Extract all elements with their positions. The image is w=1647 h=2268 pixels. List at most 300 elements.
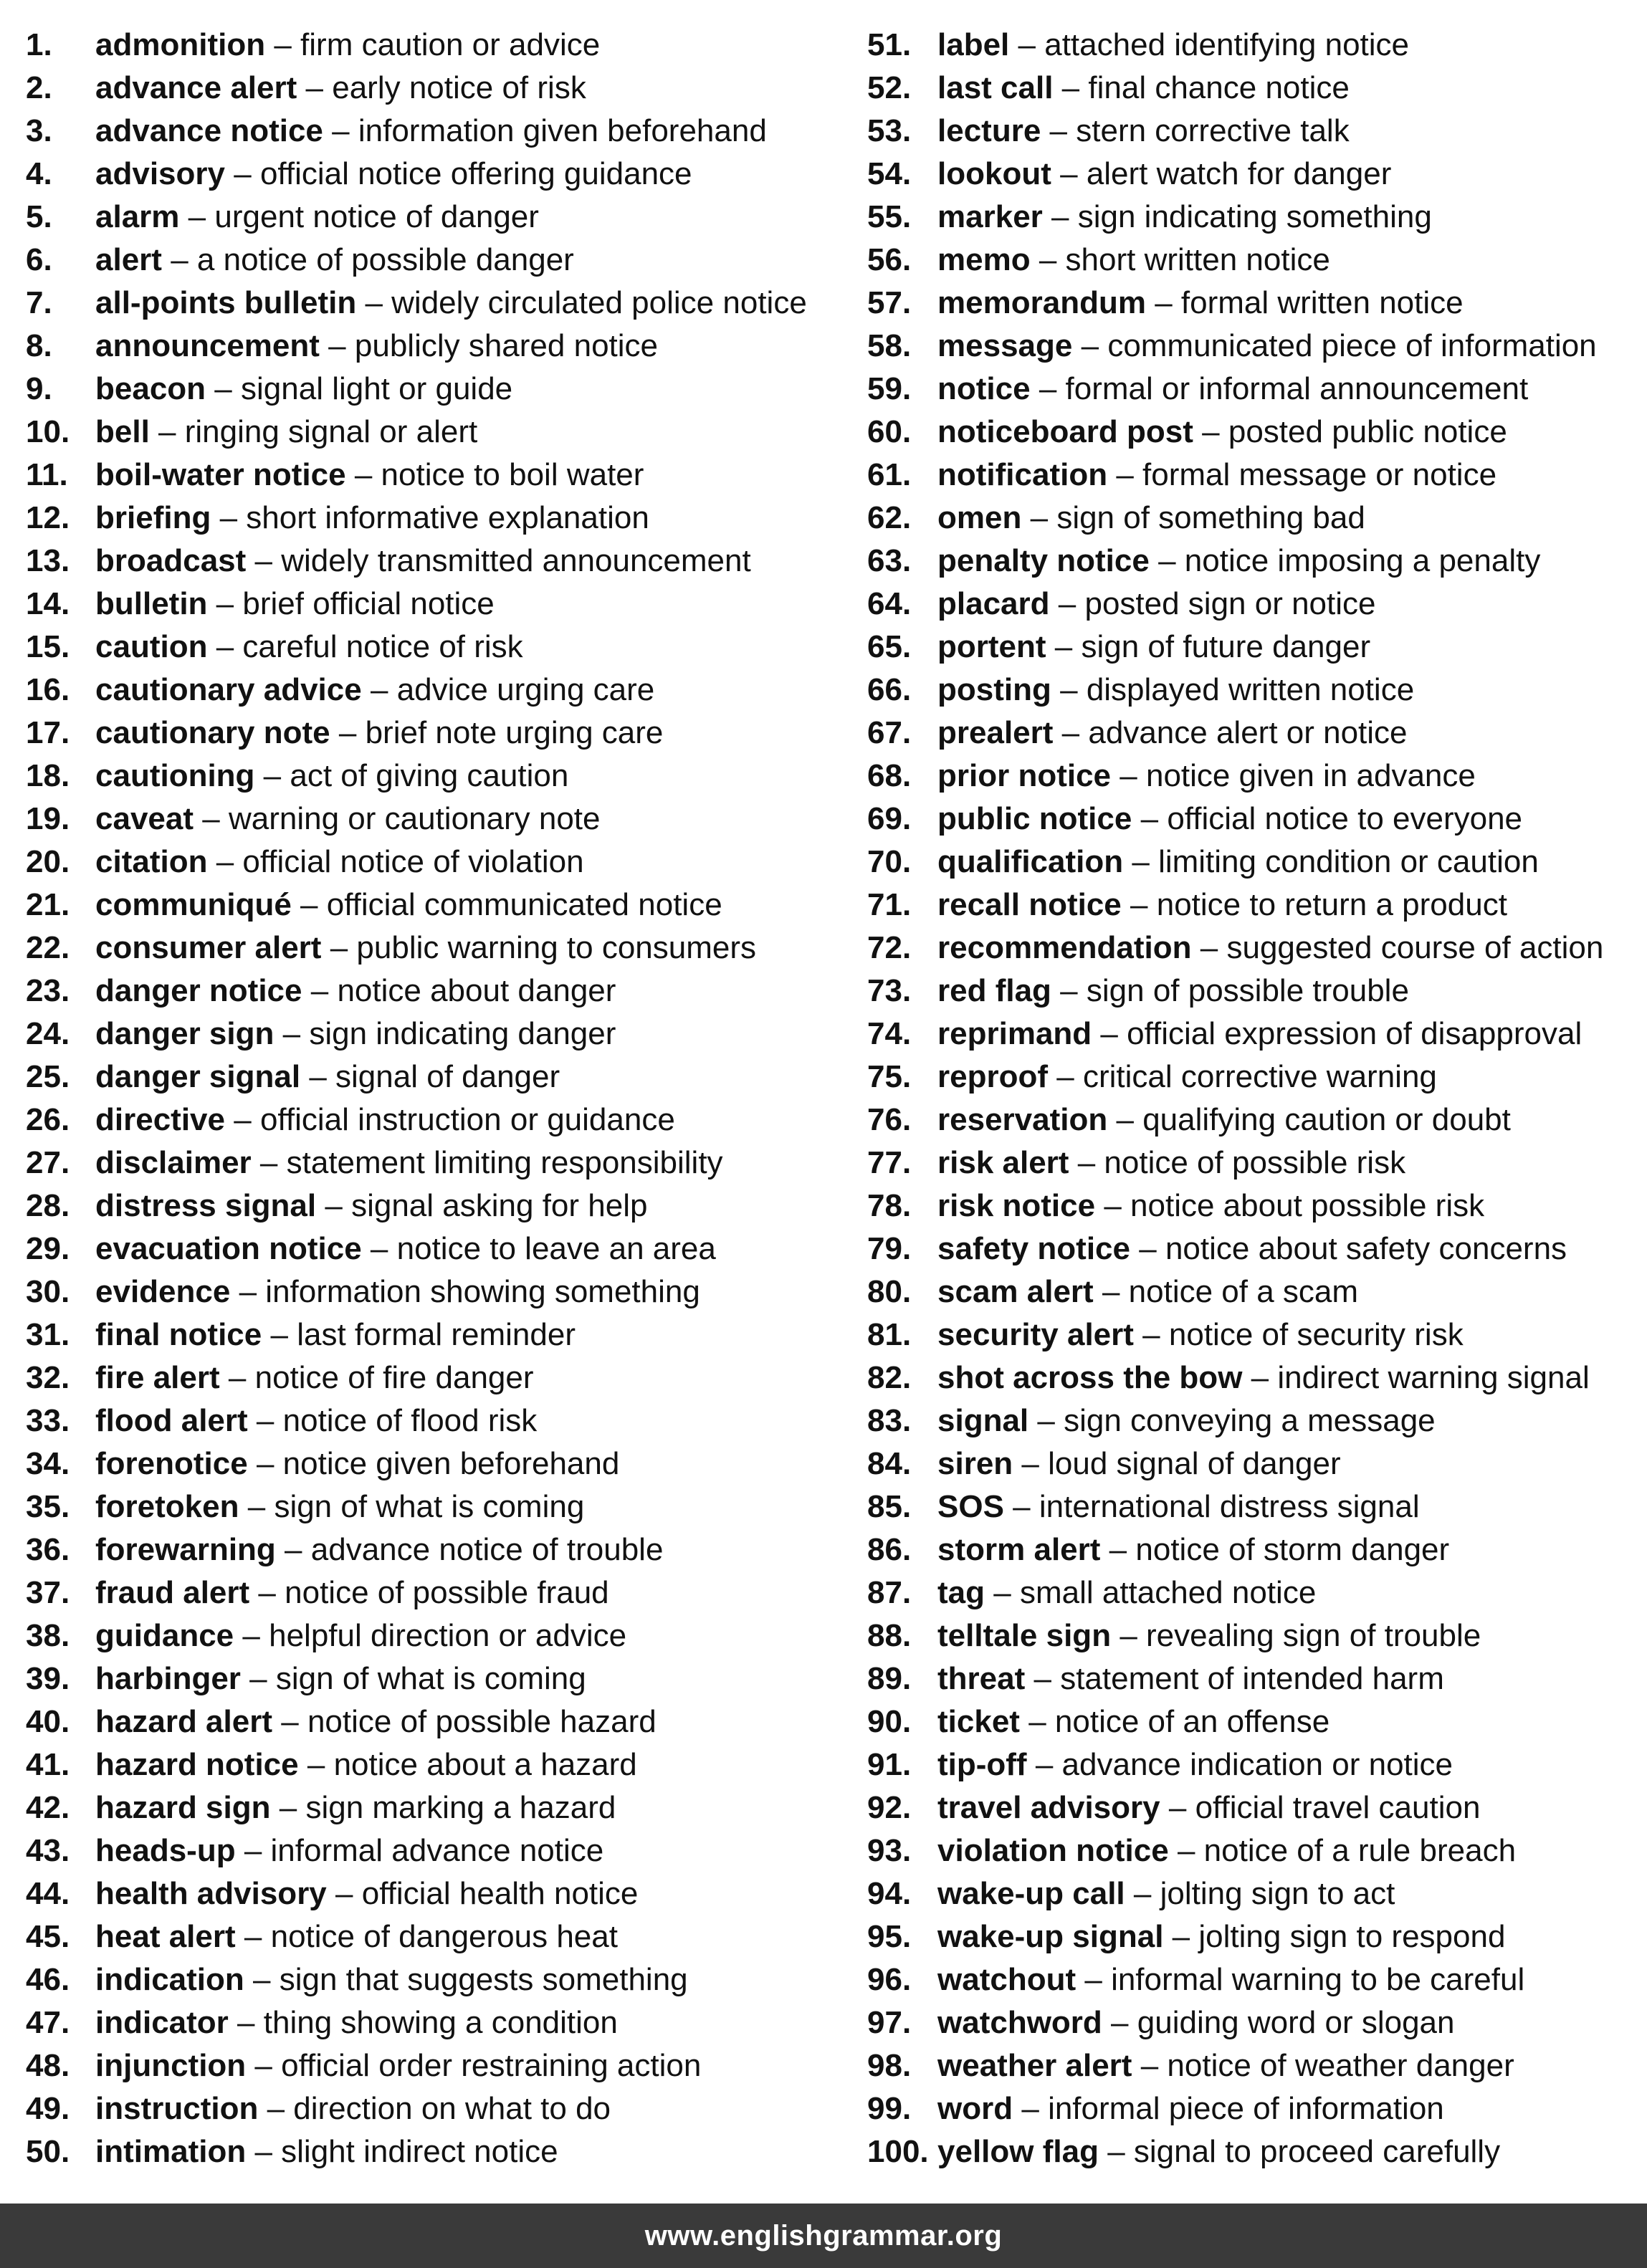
entry-definition: notice of weather danger [1167, 2048, 1514, 2083]
entry-definition: notice about danger [337, 973, 616, 1008]
entry-word: travel advisory [937, 1790, 1160, 1825]
entry-definition: information given beforehand [358, 113, 767, 148]
entry-definition: notice given beforehand [282, 1446, 620, 1481]
entry-dash: – [1132, 844, 1150, 879]
entry-word: watchout [937, 1962, 1076, 1997]
entry-definition: informal advance notice [270, 1833, 604, 1868]
entry-number: 49. [26, 2091, 70, 2126]
entry-dash: – [1116, 457, 1134, 492]
entry-definition: formal written notice [1180, 285, 1464, 320]
list-item [26, 1872, 836, 1915]
entry-definition: official communicated notice [326, 887, 722, 922]
entry-dash: – [219, 500, 238, 535]
entry-number: 77. [867, 1145, 912, 1180]
entry-word: disclaimer [95, 1145, 252, 1180]
entry-number: 70. [867, 844, 912, 879]
entry-definition: sign of future danger [1081, 629, 1371, 664]
entry-dash: – [258, 1575, 276, 1610]
list-item [867, 1700, 1641, 1743]
entry-word: cautioning [95, 758, 255, 793]
entry-word: caution [95, 629, 208, 664]
entry-number: 5. [26, 199, 52, 234]
list-item [26, 239, 836, 282]
entry-word: portent [937, 629, 1046, 664]
entry-dash: – [370, 672, 388, 707]
entry-word: bulletin [95, 586, 208, 621]
entry-word: signal [937, 1403, 1029, 1438]
entry-dash: – [216, 844, 234, 879]
list-item [867, 626, 1641, 669]
entry-word: final notice [95, 1317, 262, 1352]
list-item [26, 1228, 836, 1271]
list-item [26, 1571, 836, 1614]
entry-definition: notice to leave an area [396, 1231, 716, 1266]
list-item [867, 841, 1641, 884]
entry-number: 75. [867, 1059, 912, 1094]
entry-definition: advance alert or notice [1088, 715, 1408, 750]
entry-number: 52. [867, 70, 912, 105]
list-item [867, 110, 1641, 153]
list-item [867, 755, 1641, 798]
entry-number: 8. [26, 328, 52, 363]
list-item [867, 1442, 1641, 1485]
list-item [26, 540, 836, 583]
entry-number: 78. [867, 1188, 912, 1223]
entry-definition: signal of danger [335, 1059, 560, 1094]
entry-word: flood alert [95, 1403, 248, 1438]
entry-number: 44. [26, 1876, 70, 1911]
entry-dash: – [332, 113, 350, 148]
list-item [26, 1915, 836, 1958]
entry-dash: – [270, 1317, 288, 1352]
entry-word: security alert [937, 1317, 1134, 1352]
entry-word: indicator [95, 2005, 229, 2040]
entry-number: 56. [867, 242, 912, 277]
entry-dash: – [305, 70, 323, 105]
entry-definition: official travel caution [1195, 1790, 1481, 1825]
entry-word: broadcast [95, 543, 247, 578]
entry-dash: – [365, 285, 383, 320]
entry-word: indication [95, 1962, 244, 1997]
list-item [867, 2087, 1641, 2130]
entry-dash: – [254, 2048, 272, 2083]
entry-definition: ringing signal or alert [184, 414, 478, 449]
entry-dash: – [253, 1962, 271, 1997]
entry-definition: informal piece of information [1048, 2091, 1444, 2126]
list-item [867, 24, 1641, 67]
entry-word: memorandum [937, 285, 1146, 320]
entry-dash: – [1111, 2005, 1129, 2040]
entry-number: 26. [26, 1102, 70, 1137]
footer-website-link[interactable]: www.englishgrammar.org [644, 2219, 1003, 2252]
entry-word: lecture [937, 113, 1041, 148]
entry-number: 24. [26, 1016, 70, 1051]
entry-word: danger sign [95, 1016, 274, 1051]
entry-dash: – [254, 543, 273, 578]
entry-definition: notice of dangerous heat [270, 1919, 618, 1954]
entry-word: ticket [937, 1704, 1020, 1739]
list-item [867, 1185, 1641, 1228]
entry-word: bell [95, 414, 150, 449]
entry-dash: – [1018, 27, 1036, 62]
list-item [26, 2130, 836, 2173]
entry-definition: statement limiting responsibility [286, 1145, 723, 1180]
entry-word: injunction [95, 2048, 247, 2083]
entry-definition: qualifying caution or doubt [1142, 1102, 1511, 1137]
entry-word: announcement [95, 328, 320, 363]
entry-number: 14. [26, 586, 70, 621]
entry-definition: widely circulated police notice [391, 285, 807, 320]
entry-word: advance notice [95, 113, 323, 148]
list-item [26, 368, 836, 411]
list-item [26, 24, 836, 67]
entry-word: threat [937, 1661, 1026, 1696]
entry-dash: – [1130, 887, 1148, 922]
entry-number: 19. [26, 801, 70, 836]
entry-definition: act of giving caution [290, 758, 569, 793]
entry-dash: – [281, 1704, 299, 1739]
entry-dash: – [1037, 1403, 1055, 1438]
entry-dash: – [239, 1274, 257, 1309]
entry-dash: – [993, 1575, 1011, 1610]
entry-word: word [937, 2091, 1013, 2126]
entry-number: 12. [26, 500, 70, 535]
list-item [867, 1571, 1641, 1614]
entry-definition: official notice to everyone [1167, 801, 1523, 836]
entry-word: memo [937, 242, 1031, 277]
entry-word: danger signal [95, 1059, 301, 1094]
entry-number: 60. [867, 414, 912, 449]
entry-number: 36. [26, 1532, 70, 1567]
entry-number: 68. [867, 758, 912, 793]
entry-dash: – [328, 328, 346, 363]
entry-number: 4. [26, 156, 52, 191]
entry-number: 42. [26, 1790, 70, 1825]
entry-number: 84. [867, 1446, 912, 1481]
entry-number: 39. [26, 1661, 70, 1696]
entry-dash: – [1251, 1360, 1269, 1395]
entry-dash: – [1107, 2134, 1125, 2169]
entry-dash: – [1142, 1317, 1160, 1352]
entry-dash: – [1120, 1618, 1137, 1653]
entry-definition: brief official notice [242, 586, 495, 621]
entry-dash: – [244, 1919, 262, 1954]
list-item [867, 1399, 1641, 1442]
entry-definition: widely transmitted announcement [281, 543, 751, 578]
entry-word: prealert [937, 715, 1054, 750]
entry-number: 43. [26, 1833, 70, 1868]
entry-definition: notice imposing a penalty [1184, 543, 1541, 578]
entry-word: label [937, 27, 1010, 62]
entry-number: 91. [867, 1747, 912, 1782]
entry-dash: – [1109, 1532, 1127, 1567]
entry-word: harbinger [95, 1661, 241, 1696]
list-item [26, 583, 836, 626]
entry-definition: sign of what is coming [275, 1661, 586, 1696]
entry-definition: notice of fire danger [254, 1360, 534, 1395]
entry-word: hazard notice [95, 1747, 299, 1782]
list-item [26, 67, 836, 110]
entry-definition: critical corrective warning [1082, 1059, 1437, 1094]
list-item [867, 798, 1641, 841]
entry-number: 51. [867, 27, 912, 62]
entry-word: danger notice [95, 973, 302, 1008]
entry-dash: – [282, 1016, 301, 1051]
entry-definition: signal light or guide [241, 371, 513, 406]
entry-number: 69. [867, 801, 912, 836]
entry-number: 64. [867, 586, 912, 621]
entry-definition: signal to proceed carefully [1133, 2134, 1501, 2169]
entry-word: red flag [937, 973, 1051, 1008]
entry-definition: direction on what to do [293, 2091, 611, 2126]
entry-definition: revealing sign of trouble [1146, 1618, 1481, 1653]
list-item [867, 282, 1641, 325]
list-item [867, 540, 1641, 583]
list-item [26, 1485, 836, 1528]
list-item [26, 1099, 836, 1142]
entry-definition: notice of possible risk [1104, 1145, 1406, 1180]
list-item [26, 1185, 836, 1228]
list-item [867, 2001, 1641, 2044]
list-item [26, 841, 836, 884]
entry-definition: sign of something bad [1056, 500, 1365, 535]
list-item [867, 970, 1641, 1013]
entry-dash: – [1030, 500, 1049, 535]
entry-number: 10. [26, 414, 70, 449]
entry-dash: – [1200, 930, 1218, 965]
entry-definition: advance indication or notice [1061, 1747, 1453, 1782]
entry-dash: – [249, 1661, 267, 1696]
entry-number: 97. [867, 2005, 912, 2040]
entry-number: 92. [867, 1790, 912, 1825]
entry-number: 63. [867, 543, 912, 578]
entry-number: 17. [26, 715, 70, 750]
entry-word: admonition [95, 27, 266, 62]
entry-word: instruction [95, 2091, 259, 2126]
entry-definition: guiding word or slogan [1137, 2005, 1455, 2040]
entry-number: 9. [26, 371, 52, 406]
entry-number: 59. [867, 371, 912, 406]
entry-word: heat alert [95, 1919, 236, 1954]
entry-word: notice [937, 371, 1031, 406]
entry-definition: international distress signal [1039, 1489, 1420, 1524]
entry-dash: – [1021, 1446, 1039, 1481]
entry-word: heads-up [95, 1833, 236, 1868]
entry-number: 55. [867, 199, 912, 234]
entry-dash: – [370, 1231, 388, 1266]
footer-bar [0, 2204, 1647, 2268]
list-item [867, 1357, 1641, 1399]
list-item [867, 196, 1641, 239]
entry-definition: statement of intended harm [1060, 1661, 1444, 1696]
entry-word: advisory [95, 156, 225, 191]
entry-definition: notice to return a product [1156, 887, 1507, 922]
list-item [867, 1228, 1641, 1271]
entry-word: hazard alert [95, 1704, 272, 1739]
entry-definition: notice to boil water [381, 457, 644, 492]
entry-definition: signal asking for help [351, 1188, 648, 1223]
entry-dash: – [1120, 758, 1137, 793]
entry-number: 54. [867, 156, 912, 191]
entry-word: tag [937, 1575, 985, 1610]
entry-definition: alert watch for danger [1086, 156, 1392, 191]
entry-definition: formal or informal announcement [1065, 371, 1529, 406]
entry-definition: displayed written notice [1086, 672, 1415, 707]
entry-number: 47. [26, 2005, 70, 2040]
entry-definition: brief note urging care [365, 715, 664, 750]
entry-definition: official expression of disapproval [1127, 1016, 1582, 1051]
entry-word: omen [937, 500, 1022, 535]
entry-dash: – [214, 371, 232, 406]
entry-definition: posted sign or notice [1084, 586, 1376, 621]
entry-word: guidance [95, 1618, 234, 1653]
entry-number: 74. [867, 1016, 912, 1051]
entry-dash: – [247, 1489, 266, 1524]
list-item [26, 1314, 836, 1357]
entry-number: 100. [867, 2134, 929, 2169]
entry-number: 76. [867, 1102, 912, 1137]
list-item [26, 712, 836, 755]
entry-word: caveat [95, 801, 194, 836]
entry-word: distress signal [95, 1188, 317, 1223]
entry-word: noticeboard post [937, 414, 1193, 449]
entry-number: 90. [867, 1704, 912, 1739]
entry-definition: notice of possible fraud [285, 1575, 609, 1610]
entry-dash: – [244, 1833, 262, 1868]
list-item [867, 454, 1641, 497]
list-item [26, 1056, 836, 1099]
entry-definition: final chance notice [1088, 70, 1350, 105]
entry-definition: notice given in advance [1145, 758, 1476, 793]
entry-number: 95. [867, 1919, 912, 1954]
entry-number: 72. [867, 930, 912, 965]
entry-number: 45. [26, 1919, 70, 1954]
entry-number: 96. [867, 1962, 912, 1997]
entry-word: boil-water notice [95, 457, 346, 492]
entry-number: 22. [26, 930, 70, 965]
entry-number: 7. [26, 285, 52, 320]
entry-number: 1. [26, 27, 52, 62]
entry-definition: limiting condition or caution [1158, 844, 1539, 879]
list-item [26, 970, 836, 1013]
entry-word: scam alert [937, 1274, 1094, 1309]
entry-number: 15. [26, 629, 70, 664]
entry-word: marker [937, 199, 1043, 234]
entry-dash: – [216, 629, 234, 664]
list-item [867, 712, 1641, 755]
entry-number: 33. [26, 1403, 70, 1438]
entry-number: 93. [867, 1833, 912, 1868]
entry-definition: sign indicating danger [309, 1016, 616, 1051]
list-item [867, 1314, 1641, 1357]
entry-dash: – [202, 801, 220, 836]
list-item [867, 411, 1641, 454]
entry-dash: – [256, 1446, 274, 1481]
entry-definition: posted public notice [1228, 414, 1507, 449]
entry-definition: official notice offering guidance [259, 156, 692, 191]
entry-number: 29. [26, 1231, 70, 1266]
entry-definition: sign conveying a message [1064, 1403, 1436, 1438]
list-item [867, 669, 1641, 712]
entry-word: recommendation [937, 930, 1192, 965]
entry-definition: thing showing a condition [263, 2005, 618, 2040]
list-item [26, 1013, 836, 1056]
entry-number: 23. [26, 973, 70, 1008]
entry-number: 58. [867, 328, 912, 363]
word-list-column-left [26, 24, 836, 2173]
entry-definition: sign of what is coming [274, 1489, 585, 1524]
entry-dash: – [1202, 414, 1220, 449]
entry-number: 98. [867, 2048, 912, 2083]
entry-definition: stern corrective talk [1076, 113, 1350, 148]
entry-dash: – [1104, 1188, 1122, 1223]
entry-dash: – [1168, 1790, 1187, 1825]
entry-word: watchword [937, 2005, 1102, 2040]
entry-word: alert [95, 242, 162, 277]
entry-word: qualification [937, 844, 1124, 879]
entry-number: 25. [26, 1059, 70, 1094]
entry-word: beacon [95, 371, 206, 406]
entry-definition: sign marking a hazard [305, 1790, 616, 1825]
entry-definition: public warning to consumers [356, 930, 757, 965]
entry-number: 48. [26, 2048, 70, 2083]
entry-definition: communicated piece of information [1107, 328, 1597, 363]
entry-definition: notice about possible risk [1130, 1188, 1485, 1223]
list-item [26, 927, 836, 970]
list-item [867, 67, 1641, 110]
entry-definition: notice of flood risk [282, 1403, 538, 1438]
entry-definition: official instruction or guidance [259, 1102, 675, 1137]
entry-dash: – [188, 199, 206, 234]
list-item [26, 2087, 836, 2130]
entry-dash: – [1054, 629, 1073, 664]
entry-number: 16. [26, 672, 70, 707]
list-item [26, 282, 836, 325]
entry-number: 83. [867, 1403, 912, 1438]
entry-word: wake-up call [937, 1876, 1125, 1911]
list-item [867, 1056, 1641, 1099]
list-item [26, 1786, 836, 1829]
entry-number: 53. [867, 113, 912, 148]
entry-dash: – [263, 758, 282, 793]
entry-word: notification [937, 457, 1108, 492]
entry-word: advance alert [95, 70, 297, 105]
entry-definition: informal warning to be careful [1111, 1962, 1525, 1997]
entry-number: 94. [867, 1876, 912, 1911]
entry-word: last call [937, 70, 1054, 105]
entry-word: all-points bulletin [95, 285, 357, 320]
entry-number: 81. [867, 1317, 912, 1352]
list-item [26, 1142, 836, 1185]
list-item [26, 325, 836, 368]
entry-definition: sign that suggests something [279, 1962, 688, 1997]
entry-definition: official health notice [361, 1876, 639, 1911]
entry-dash: – [1051, 199, 1069, 234]
entry-word: consumer alert [95, 930, 322, 965]
list-item [26, 798, 836, 841]
entry-number: 20. [26, 844, 70, 879]
entry-number: 38. [26, 1618, 70, 1653]
entry-dash: – [1060, 156, 1078, 191]
entry-dash: – [267, 2091, 285, 2126]
entry-word: weather alert [937, 2048, 1132, 2083]
entry-dash: – [254, 2134, 272, 2169]
entry-definition: warning or cautionary note [228, 801, 601, 836]
entry-dash: – [285, 1532, 302, 1567]
entry-number: 2. [26, 70, 52, 105]
entry-definition: official order restraining action [281, 2048, 702, 2083]
entry-dash: – [1140, 801, 1159, 836]
